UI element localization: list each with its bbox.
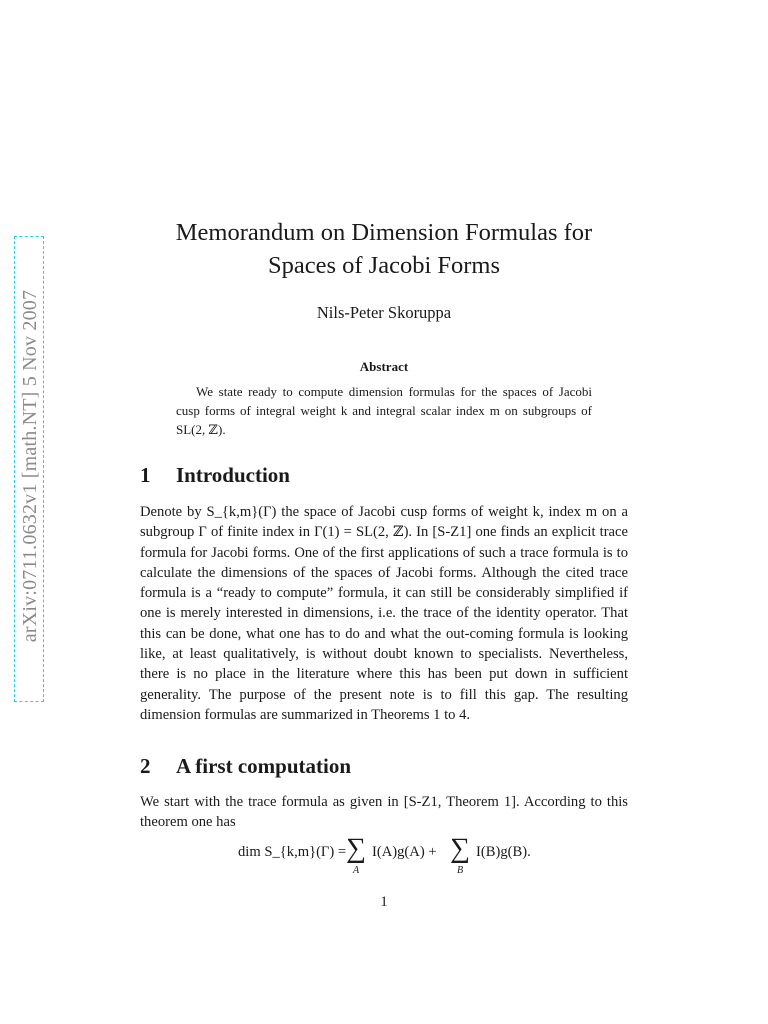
section-2-heading — [140, 753, 628, 779]
introduction-paragraph: Denote by S_{k,m}(Γ) the space of Jacobi cusp forms of weight k, index m on a subgroup Γ of finite index in Γ(1) = SL(2, ℤ). In [S-Z1] one finds an explicit trace formula for Jacobi forms. One of the first applications of such a trace formula is to calculate the dimensions of the spaces of Jacobi forms. Although the cited trace formula is a “ready to compute” formula, it can still be considerably simplified if one is merely interested in dimensions, i.e. the trace of the identity operator. That this can be done, what one has to do and what the out-coming formula is looking like, at least qualitatively, is without doubt known to specialists. Nevertheless, there is no place in the literature where this has been put down in sufficient generality. The purpose of the present note is to fill this gap. The resulting dimension formulas are summarized in Theorems 1 to 4. — [140, 504, 628, 723]
sum-symbol-2: ∑ — [450, 833, 470, 864]
sum-index-2: B — [457, 865, 464, 876]
sum-index-1: A — [353, 865, 360, 876]
abstract-heading: Abstract — [359, 359, 409, 374]
paper-title — [140, 216, 628, 282]
equation-term-2: I(B)g(B). — [476, 844, 531, 860]
section-1-title: Introduction — [176, 463, 290, 487]
first-computation-paragraph: We start with the trace formula as given in [S-Z1, Theorem 1]. According to this theorem one has — [140, 794, 628, 831]
page-number: 1 — [380, 894, 388, 910]
title-line-1: Memorandum on Dimension Formulas for — [175, 219, 593, 246]
section-1-number: 1 — [140, 463, 151, 487]
sum-symbol-1: ∑ — [346, 833, 366, 864]
title-line-2: Spaces of Jacobi Forms — [267, 252, 501, 279]
arxiv-identifier: arXiv:0711.0632v1 [math.NT] 5 Nov 2007 — [19, 289, 41, 643]
author-name: Nils-Peter Skoruppa — [316, 303, 452, 322]
section-1-heading — [140, 462, 628, 488]
dimension-equation — [140, 833, 628, 882]
abstract-text: We state ready to compute dimension formulas for the spaces of Jacobi cusp forms of integral weight k and integral scalar index m on subgroups of SL(2, ℤ). — [176, 384, 592, 437]
equation-lhs: dim S_{k,m}(Γ) = — [238, 844, 347, 860]
section-2-number: 2 — [140, 754, 151, 778]
section-2-title: A first computation — [176, 754, 351, 778]
equation-term-1: I(A)g(A) + — [372, 844, 437, 860]
